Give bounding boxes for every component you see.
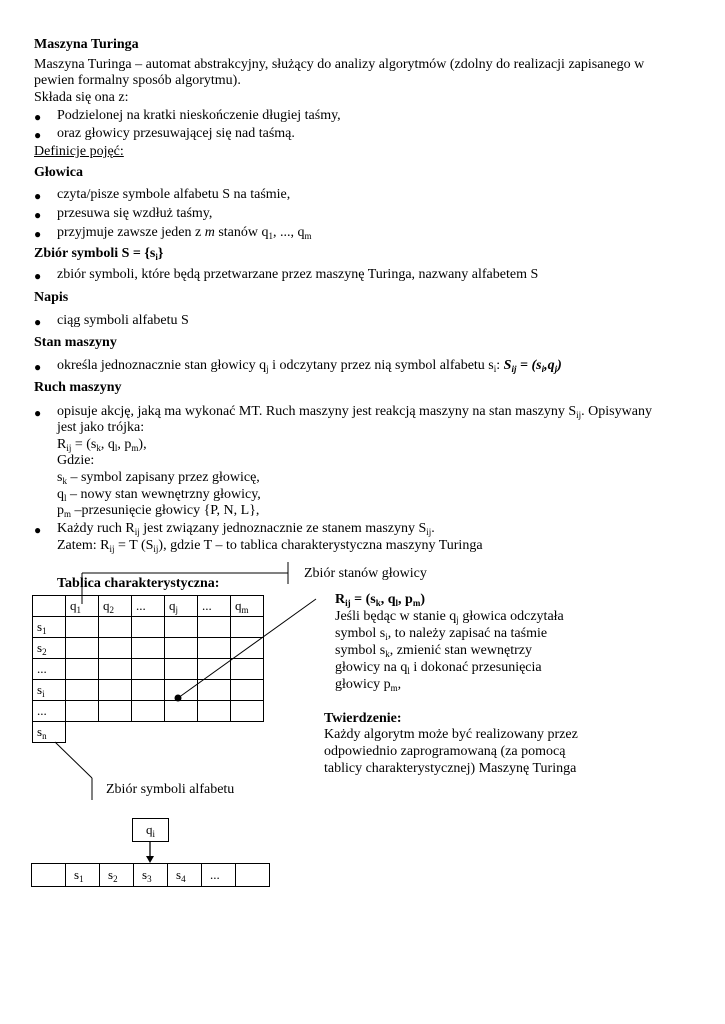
col-header: ...: [132, 596, 165, 617]
move-line-2: jest jako trójka:: [57, 420, 145, 435]
rij-line-5: głowicy $p_m$,: [335, 677, 402, 693]
arrow-down-icon: [146, 856, 154, 863]
state-section-title: Stan maszyny: [34, 335, 117, 350]
cell-to-box-line: [178, 599, 316, 698]
row-header: $s_n$: [33, 722, 66, 743]
tape-cell: $s_4$: [168, 864, 202, 887]
rij-title: $R_{ij} = (s_k$, $q_l$, $p_m$): [335, 592, 426, 608]
rij-line-3: symbol $s_k$, zmienić stan wewnętrzy: [335, 643, 532, 659]
tape-cell: [32, 864, 66, 887]
state-item: określa jednoznacznie stan głowicy $q_j$ i odczytany przez nią symbol alfabetu $s_i$: $S_{ij} = (s_i,q_j)$: [57, 358, 562, 374]
tape: [31, 863, 270, 887]
move-section-title: Ruch maszyny: [34, 380, 122, 395]
move-line-3: $R_{ij} = (s_k$, $q_l$, $p_m$),: [57, 437, 147, 453]
col-header: $q_1$: [66, 596, 99, 617]
symbols-item: zbiór symboli, które będą przetwarzane przez maszynę Turinga, nazwany alfabetem S: [57, 267, 539, 282]
move-line-8: Każdy ruch $R_{ij}$ jest związany jednoznacznie ze stanem maszyny $S_{ij}$.: [57, 521, 435, 537]
row-header: $s_1$: [33, 617, 66, 638]
move-line-9: Zatem: $R_{ij} = T$ $(S_{ij})$, gdzie T – to tablica charakterystyczna maszyny Turinga: [57, 538, 483, 554]
head-item-2: przesuwa się wzdłuż taśmy,: [57, 206, 213, 221]
states-label: Zbiór stanów głowicy: [304, 566, 427, 581]
definitions-heading: Definicje pojęć:: [34, 144, 124, 159]
symbols-section-title: Zbiór symboli $S = \{s_i\}$: [34, 246, 164, 262]
bullet-icon: ●: [34, 315, 42, 329]
move-line-4: Gdzie:: [57, 453, 95, 468]
bullet-icon: ●: [34, 406, 42, 420]
page-title: Maszyna Turinga: [34, 37, 139, 52]
bullet-icon: ●: [34, 189, 42, 203]
bullet-icon: ●: [34, 227, 42, 241]
rij-line-4: głowicy na $q_l$ i dokonać przesunięcia: [335, 660, 542, 676]
bullet-icon: ●: [34, 523, 42, 537]
bullet-icon: ●: [34, 128, 42, 142]
bullet-icon: ●: [34, 208, 42, 222]
symbols-label: Zbiór symboli alfabetu: [106, 782, 235, 797]
tape-cell: $s_2$: [100, 864, 134, 887]
bullet-icon: ●: [34, 269, 42, 283]
rij-line-2: symbol $s_i$, to należy zapisać na taśmie: [335, 626, 548, 642]
row-header: ...: [33, 659, 66, 680]
col-header: ...: [198, 596, 231, 617]
intro-item-1: Podzielonej na kratki nieskończenie długiej taśmy,: [57, 108, 341, 123]
intro-line-1: Maszyna Turinga – automat abstrakcyjny, służący do analizy algorytmów (zdolny do realizacji zapisanego w: [34, 57, 645, 72]
head-item-1: czyta/pisze symbole alfabetu S na taśmie,: [57, 187, 291, 202]
row-header: $s_2$: [33, 638, 66, 659]
col-header: $q_j$: [165, 596, 198, 617]
symbols-connector-line: [55, 742, 92, 778]
rij-line-1: Jeśli będąc w stanie $q_j$ głowica odczytała: [335, 609, 564, 625]
row-header: ...: [33, 701, 66, 722]
theorem-line-3: tablicy charakterystycznej) Maszynę Turinga: [324, 761, 577, 776]
move-line-5: $s_k$ – symbol zapisany przez głowicę,: [57, 470, 260, 486]
theorem-line-1: Każdy algorytm może być realizowany przez: [324, 727, 578, 742]
intro-line-2: pewien formalny sposób algorytmu).: [34, 73, 241, 88]
napis-section-title: Napis: [34, 290, 69, 305]
bullet-icon: ●: [34, 360, 42, 374]
col-header: $q_2$: [99, 596, 132, 617]
move-line-1: opisuje akcję, jaką ma wykonać MT. Ruch maszyny jest reakcją maszyny na stan maszyny $S_{ij}$. Opisywany: [57, 404, 652, 420]
selected-cell-dot: [175, 695, 182, 702]
table-title: Tablica charakterystyczna:: [57, 576, 220, 591]
tape-cell: $s_3$: [134, 864, 168, 887]
theorem-line-2: odpowiednio zaprogramowaną (za pomocą: [324, 744, 566, 759]
head-section-title: Głowica: [34, 165, 83, 180]
bullet-icon: ●: [34, 110, 42, 124]
move-line-6: $q_l$ – nowy stan wewnętrzny głowicy,: [57, 487, 261, 503]
move-line-7: $p_m$ –przesunięcie głowicy {P, N, L},: [57, 503, 260, 519]
head-box: $q_i$: [132, 818, 169, 842]
theorem-title: Twierdzenie:: [324, 711, 402, 726]
row-header: $s_i$: [33, 680, 66, 701]
tape-cell: [236, 864, 270, 887]
intro-item-2: oraz głowicy przesuwającej się nad taśmą.: [57, 126, 295, 141]
napis-item: ciąg symboli alfabetu S: [57, 313, 189, 328]
tape-cell: $s_1$: [66, 864, 100, 887]
col-header: $q_m$: [231, 596, 264, 617]
tape-cell: ...: [202, 864, 236, 887]
intro-consists: Składa się ona z:: [34, 90, 129, 105]
head-item-3: przyjmuje zawsze jeden z m stanów $q_1$, ..., $q_m$: [57, 225, 312, 241]
